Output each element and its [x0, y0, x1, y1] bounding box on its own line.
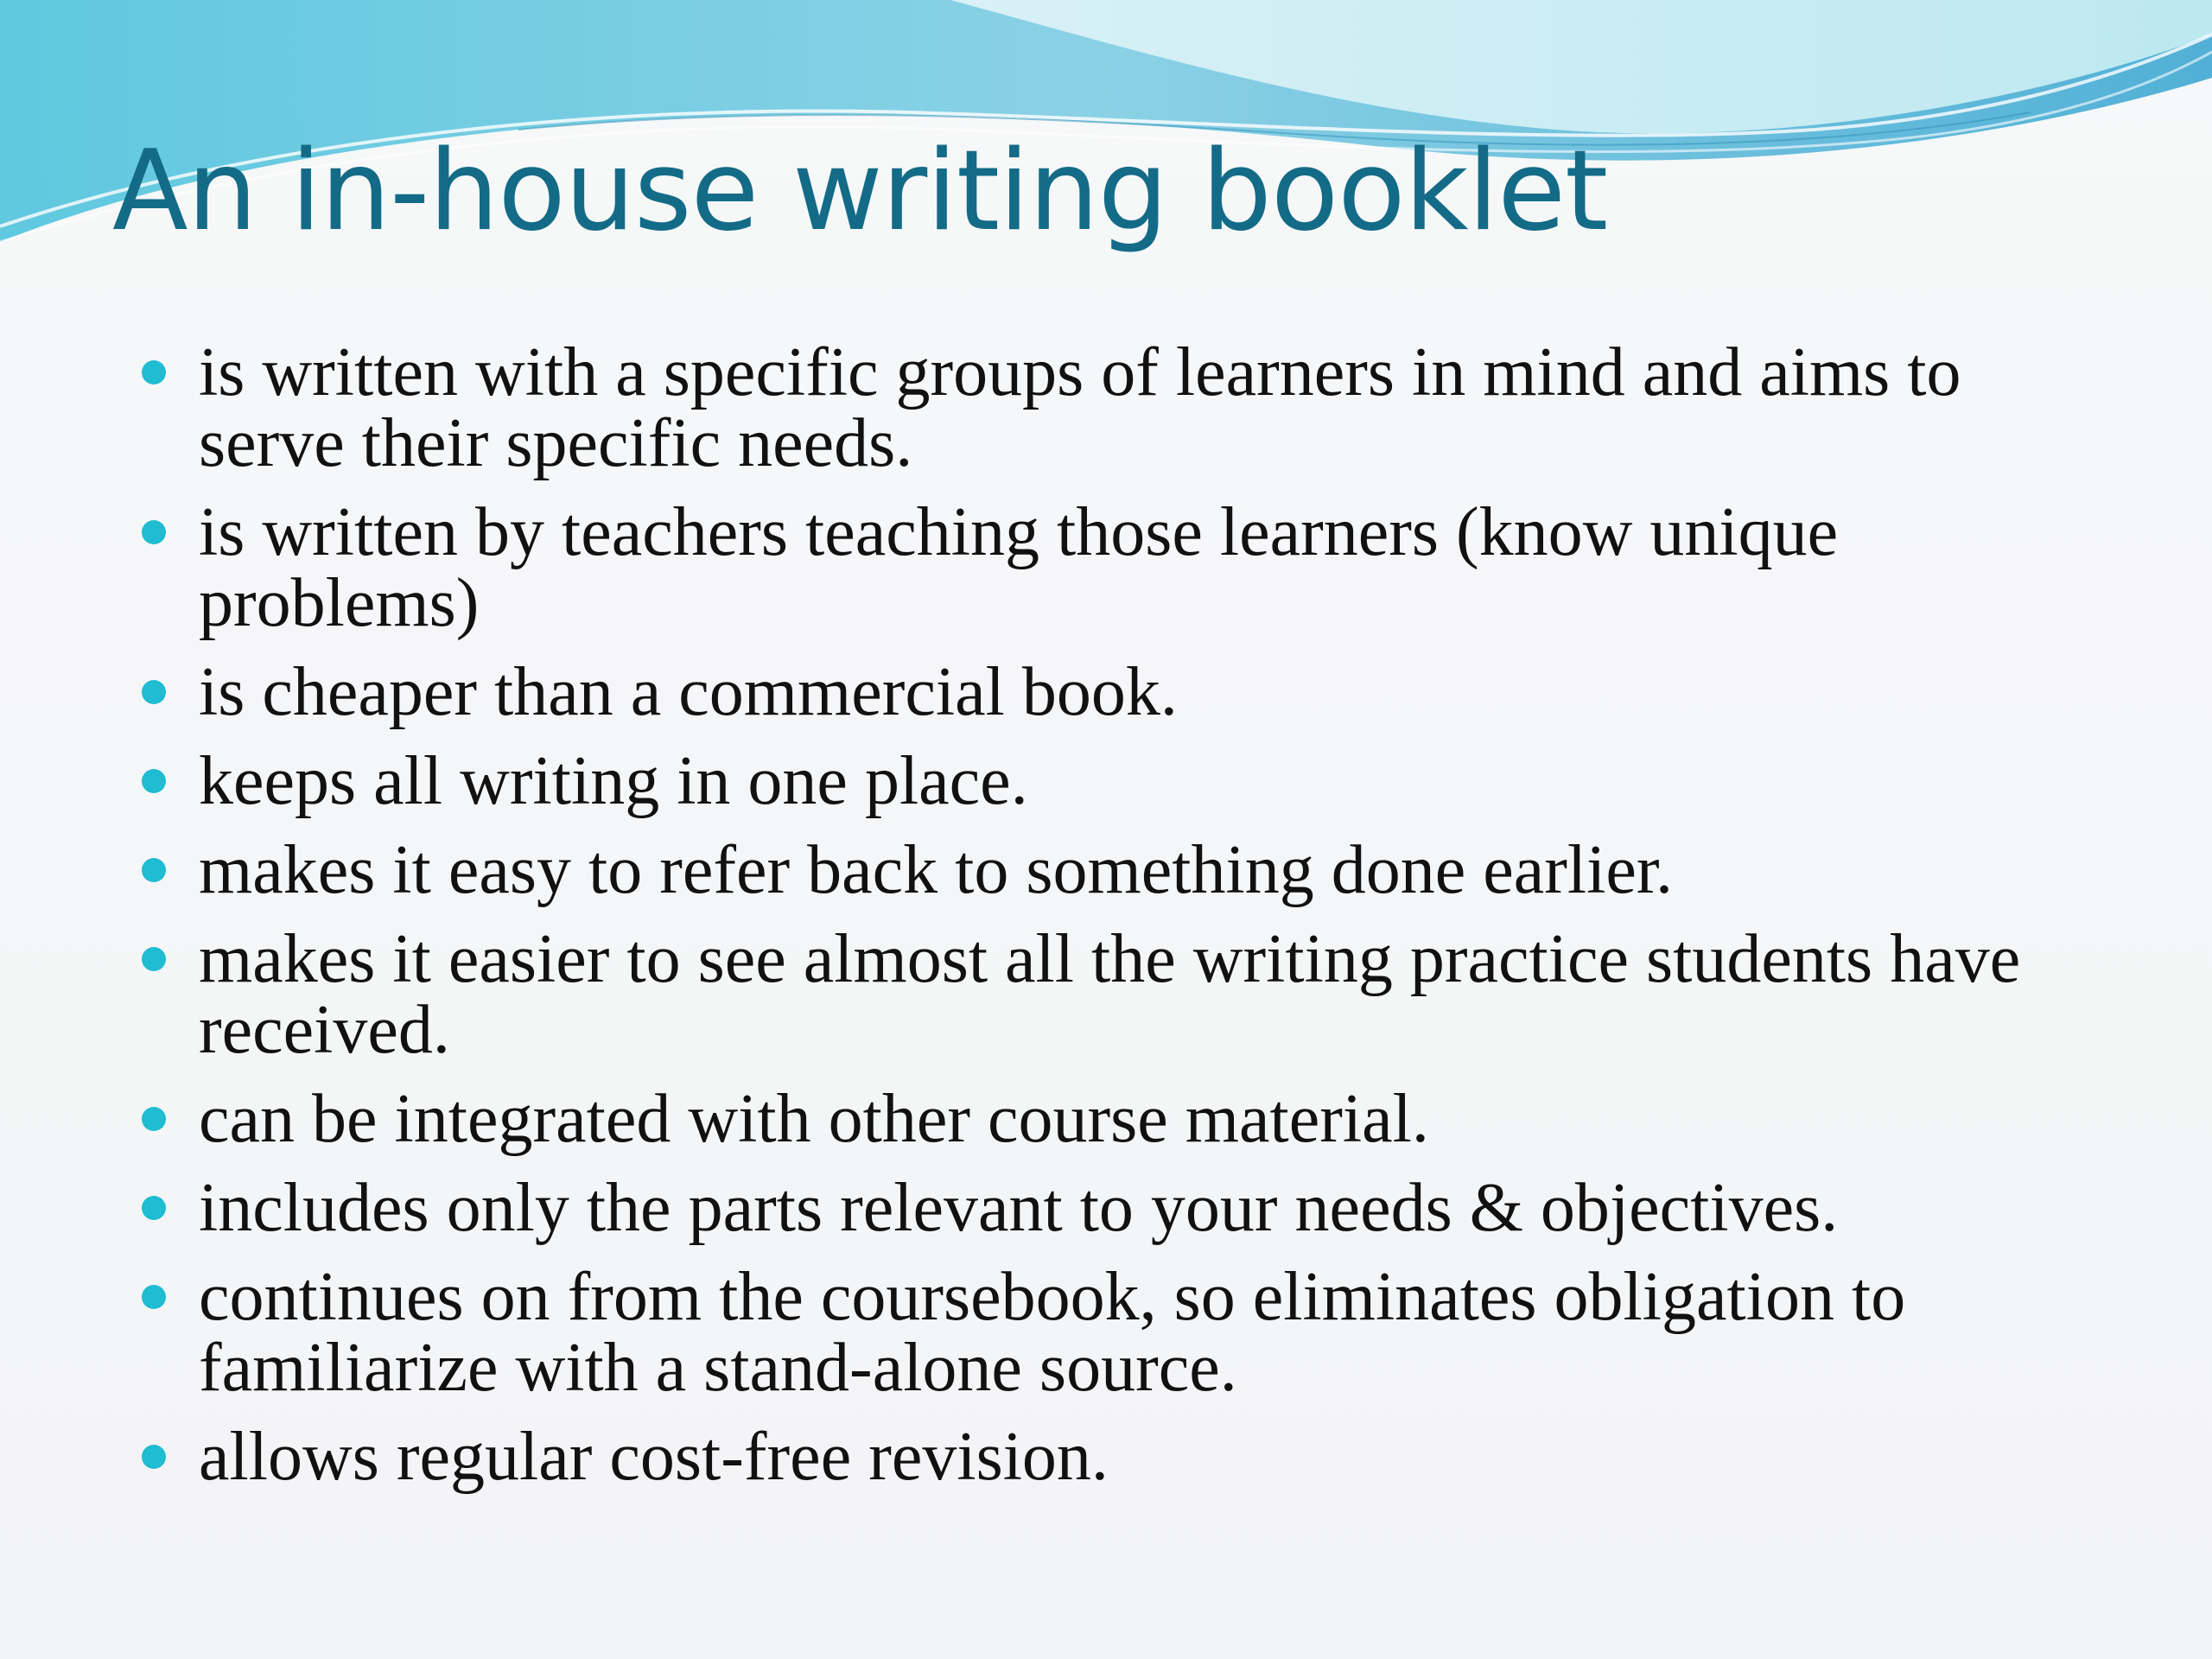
list-item — [130, 1419, 2117, 1495]
list-item — [130, 334, 2117, 481]
bullet-text: makes it easier to see almost all the writing practice students have received. — [199, 921, 2021, 1068]
slide-title: An in-house writing booklet — [112, 127, 1608, 256]
list-item — [130, 1170, 2117, 1246]
bullet-text: is written by teachers teaching those learners (know unique problems) — [199, 494, 1839, 641]
bullet-dot-icon — [142, 1196, 166, 1220]
bullet-text: can be integrated with other course material. — [199, 1081, 1429, 1157]
list-item — [130, 1081, 2117, 1157]
bullet-text: includes only the parts relevant to your needs & objectives. — [199, 1170, 1839, 1246]
bullet-dot-icon — [142, 769, 166, 793]
bullet-list — [130, 334, 2117, 1510]
bullet-dot-icon — [142, 680, 166, 704]
bullet-text: continues on from the coursebook, so eliminates obligation to familiarize with a stand-alone source. — [199, 1259, 1906, 1406]
list-item — [130, 921, 2117, 1068]
bullet-dot-icon — [142, 520, 166, 544]
bullet-dot-icon — [142, 1107, 166, 1131]
list-item — [130, 494, 2117, 641]
bullet-text: keeps all writing in one place. — [199, 743, 1028, 819]
bullet-text: is written with a specific groups of learners in mind and aims to serve their specific needs. — [199, 334, 1961, 481]
bullet-text: is cheaper than a commercial book. — [199, 654, 1178, 730]
bullet-dot-icon — [142, 360, 166, 385]
list-item — [130, 832, 2117, 908]
list-item — [130, 743, 2117, 819]
bullet-dot-icon — [142, 947, 166, 971]
bullet-text: allows regular cost-free revision. — [199, 1419, 1109, 1495]
bullet-dot-icon — [142, 858, 166, 882]
bullet-dot-icon — [142, 1445, 166, 1469]
bullet-dot-icon — [142, 1285, 166, 1309]
bullet-text: makes it easy to refer back to something done earlier. — [199, 832, 1674, 908]
list-item — [130, 1259, 2117, 1406]
list-item — [130, 654, 2117, 730]
